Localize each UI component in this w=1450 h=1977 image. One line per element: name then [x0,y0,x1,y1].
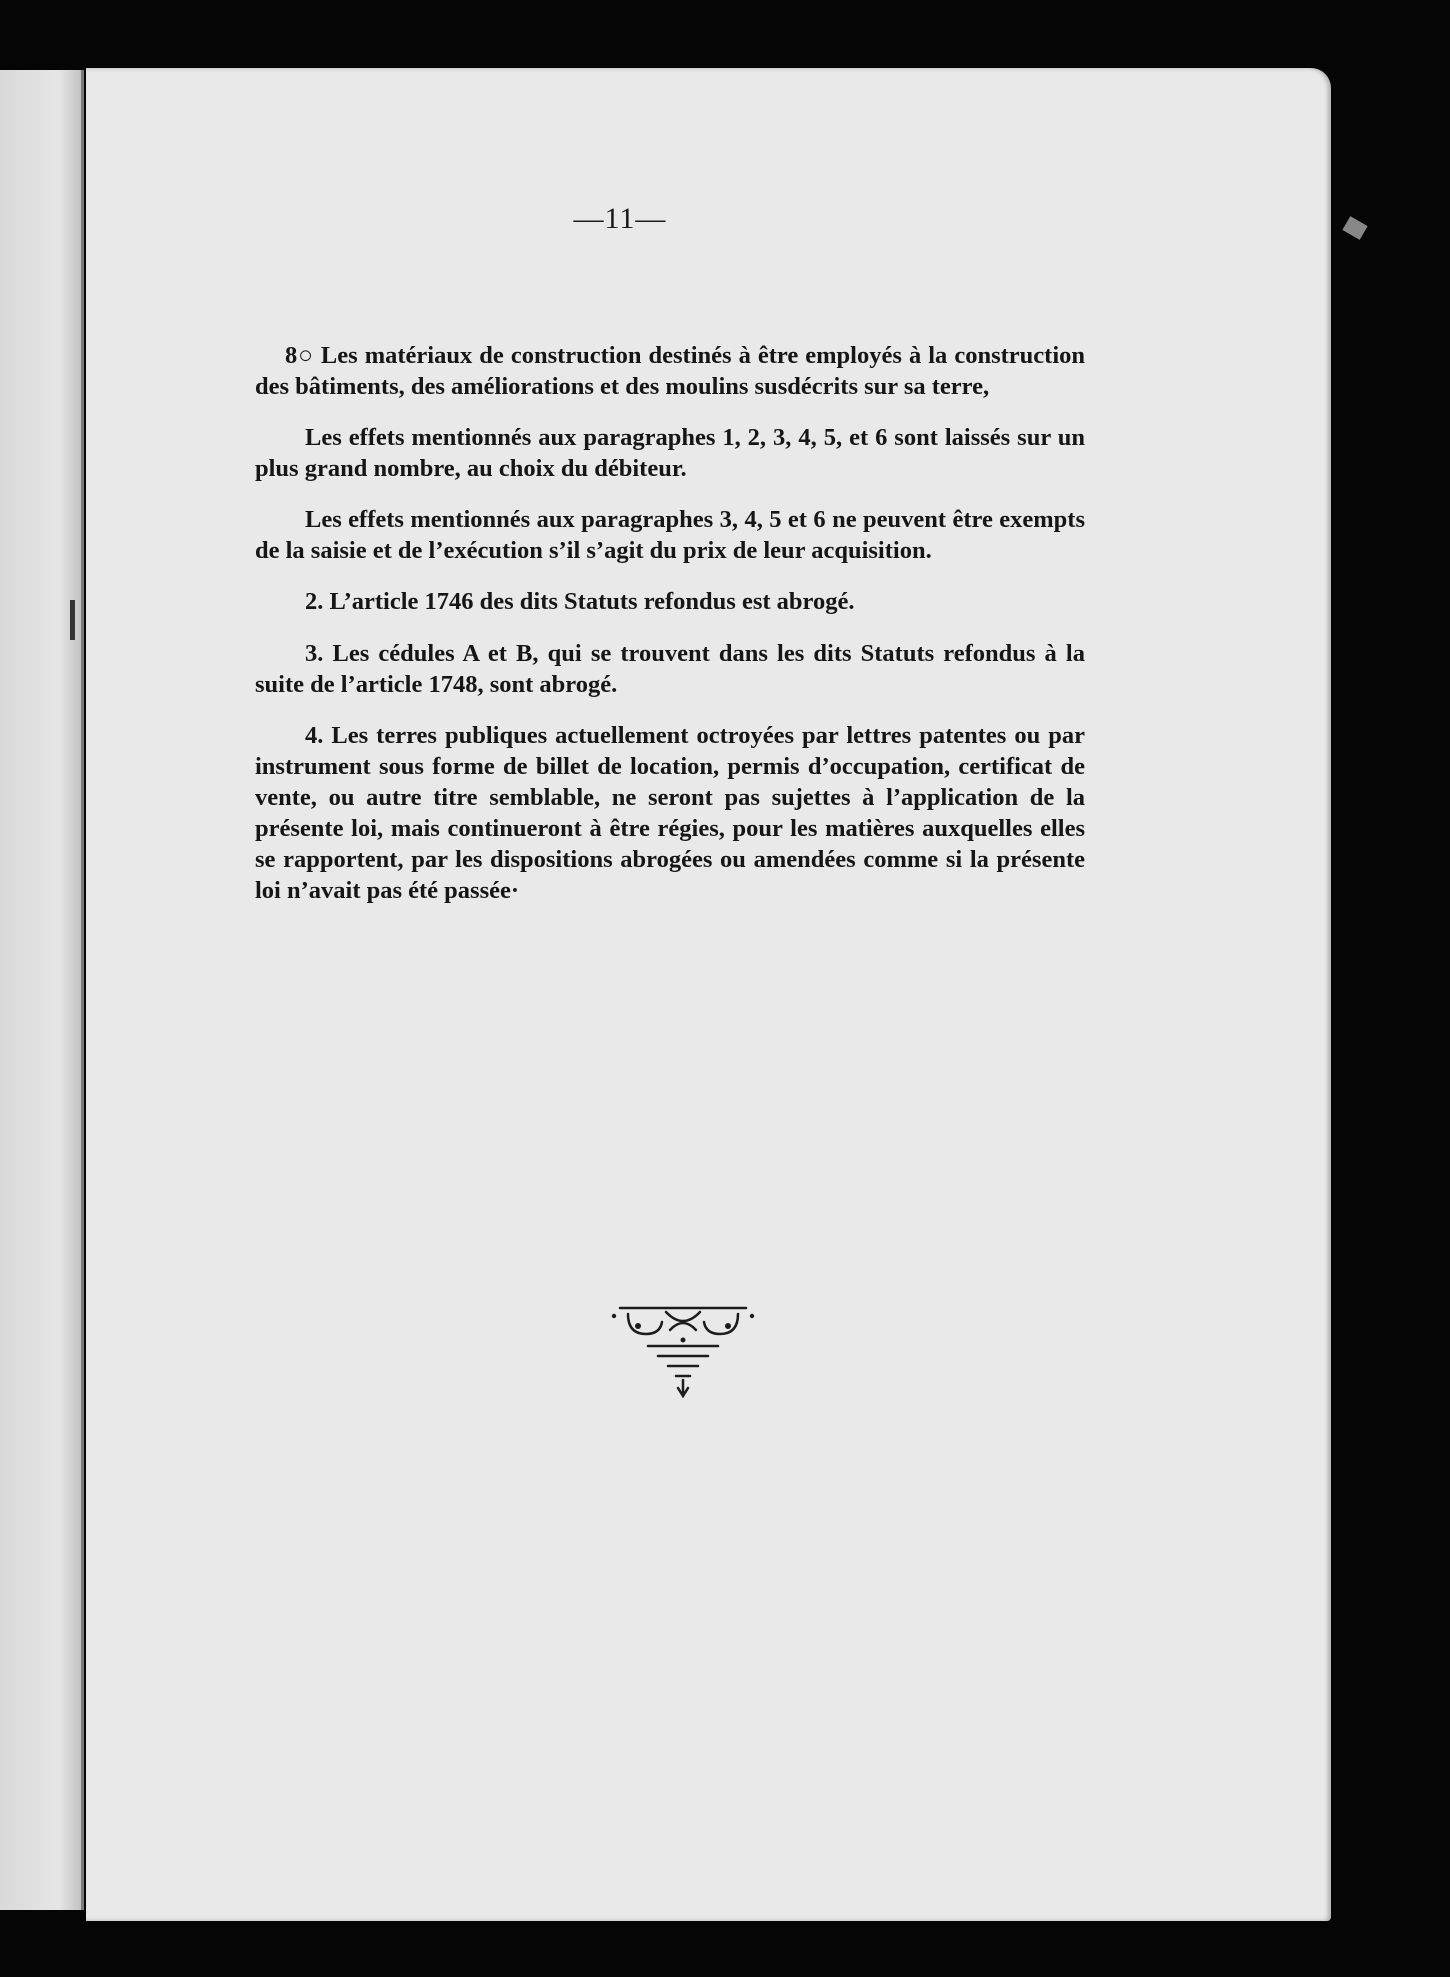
adjacent-page-edge [0,70,84,1910]
paragraph-effets-1: Les effets mentionnés aux paragraphes 1, 2, 3, 4, 5, et 6 sont laissés sur un plus grand nombre, au choix du débiteur. [255,424,1085,482]
paragraph-effets-2: Les effets mentionnés aux paragraphes 3, 4, 5 et 6 ne peuvent être exempts de la saisie et de l’exécution s’il s’agit du prix de leur acquisition. [255,506,1085,564]
printer-ornament-icon [608,1300,758,1410]
paragraph-8: 8○ Les matériaux de construction destinés à être employés à la construction des bâtiments, des améliorations et des moulins susdécrits sur sa terre, [255,342,1085,400]
article-4: 4. Les terres publiques actuellement octroyées par lettres patentes ou par instrument sous forme de billet de location, permis d’occupation, certificat de vente, ou autre titre semblable, ne seront pas sujettes à l’application de la présente loi, mais continueront à être régies, pour les matières auxquelles elles se rapportent, par les dispositions abrogées ou amendées comme si la présente loi n’avait pas été passée· [255,722,1085,904]
page-number: —11— [573,202,667,235]
scan-artifact [1342,216,1367,240]
page-body [255,340,1085,926]
article-3: 3. Les cédules A et B, qui se trouvent dans les dits Statuts refondus à la suite de l’article 1748, sont abrogé. [255,640,1085,698]
scan-artifact [70,600,75,640]
article-2: 2. L’article 1746 des dits Statuts refondus est abrogé. [305,588,855,615]
